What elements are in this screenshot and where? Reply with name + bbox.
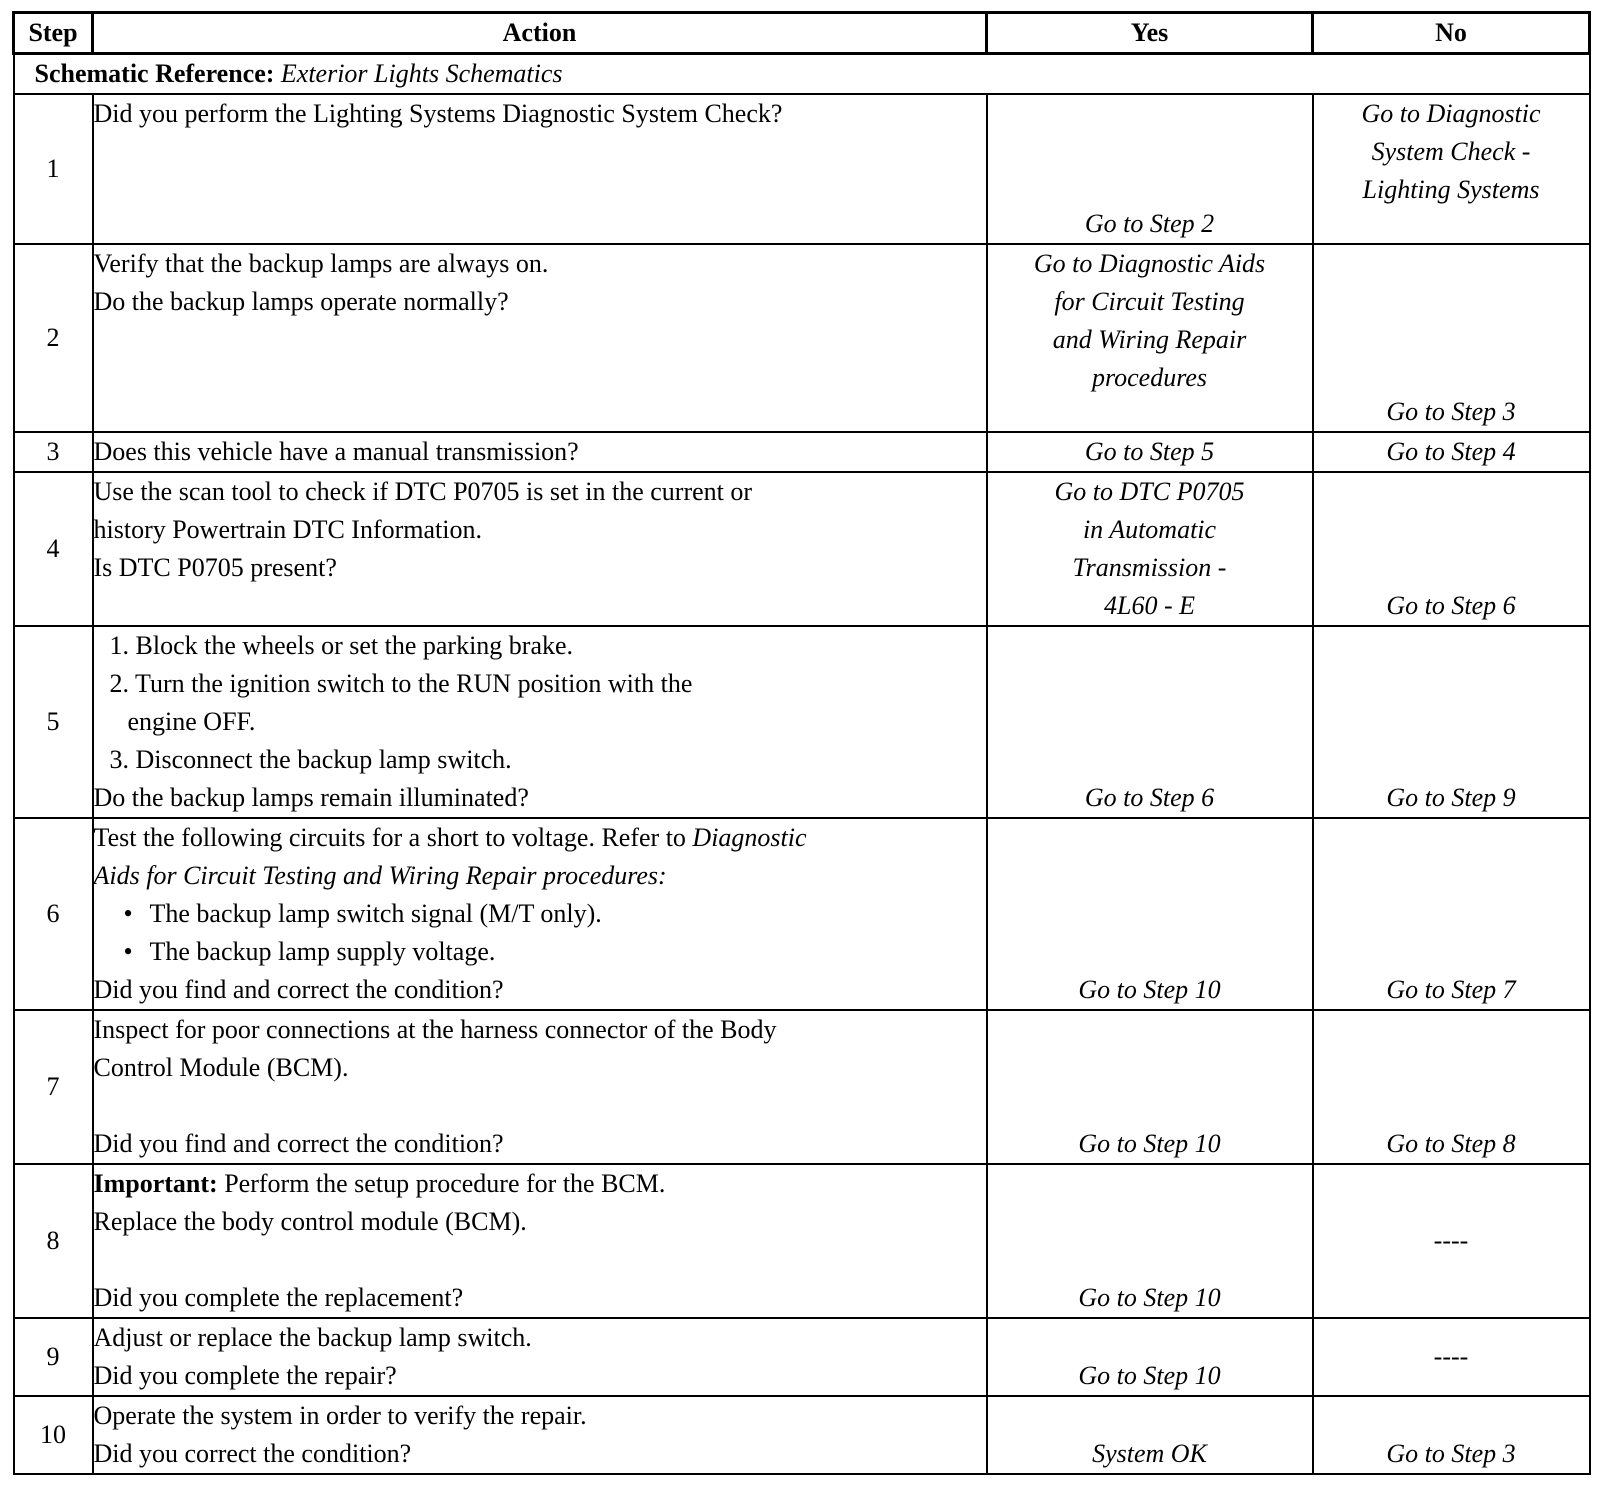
no-link[interactable]: Go to Step 9 xyxy=(1386,783,1516,812)
no-link[interactable]: Go to Step 3 xyxy=(1386,397,1516,426)
numbered-step: 1. Block the wheels or set the parking brake. xyxy=(109,631,574,660)
step-number: 3 xyxy=(14,432,93,472)
action-question: Did you correct the condition? xyxy=(93,1439,412,1468)
blank-line xyxy=(94,1241,986,1279)
yes-value: System OK xyxy=(1092,1439,1207,1468)
header-no: No xyxy=(1313,13,1590,54)
step-number: 4 xyxy=(14,472,93,626)
action-line: Replace the body control module (BCM). xyxy=(93,1207,527,1236)
action-line: Operate the system in order to verify the repair. xyxy=(93,1401,587,1430)
important-note xyxy=(94,1165,986,1203)
action-cell xyxy=(93,1396,987,1474)
blank-line xyxy=(94,1087,986,1125)
yes-link[interactable]: Transmission - xyxy=(1072,553,1227,582)
no-link[interactable]: Go to Step 4 xyxy=(1386,437,1516,466)
table-row xyxy=(14,626,1590,818)
step-number: 8 xyxy=(14,1164,93,1318)
yes-link[interactable]: Go to Diagnostic Aids xyxy=(1033,249,1266,278)
action-question: Did you complete the replacement? xyxy=(93,1283,464,1312)
bullet-icon: • xyxy=(123,899,133,928)
action-line: Does this vehicle have a manual transmission? xyxy=(93,437,579,466)
yes-cell[interactable] xyxy=(987,432,1313,472)
step-number: 5 xyxy=(14,626,93,818)
yes-link[interactable]: Go to Step 10 xyxy=(1078,1129,1221,1158)
action-cell xyxy=(93,626,987,818)
diagnostic-table xyxy=(12,11,1591,1475)
yes-cell[interactable] xyxy=(987,1318,1313,1396)
important-label: Important: xyxy=(93,1169,218,1198)
yes-link[interactable]: in Automatic xyxy=(1082,515,1217,544)
schematic-reference-label: Schematic Reference: xyxy=(34,59,275,88)
action-cell xyxy=(93,818,987,1010)
step-number: 2 xyxy=(14,244,93,432)
table-row xyxy=(14,818,1590,1010)
action-question: Did you complete the repair? xyxy=(93,1361,397,1390)
yes-cell[interactable] xyxy=(987,818,1313,1010)
no-cell[interactable] xyxy=(1313,1010,1590,1164)
no-value: ---- xyxy=(1433,1226,1469,1255)
action-line: Did you perform the Lighting Systems Diagnostic System Check? xyxy=(93,99,783,128)
numbered-step: 3. Disconnect the backup lamp switch. xyxy=(109,745,512,774)
action-line: Verify that the backup lamps are always on. xyxy=(93,249,549,278)
table-row xyxy=(14,1318,1590,1396)
action-cell xyxy=(93,94,987,244)
no-link[interactable]: Go to Step 7 xyxy=(1386,975,1516,1004)
action-question: Do the backup lamps remain illuminated? xyxy=(93,783,529,812)
yes-link[interactable]: Go to Step 10 xyxy=(1078,975,1221,1004)
yes-cell[interactable] xyxy=(987,1164,1313,1318)
step-number: 10 xyxy=(14,1396,93,1474)
yes-link[interactable]: Go to Step 2 xyxy=(1084,209,1215,238)
bullet-text: The backup lamp supply voltage. xyxy=(149,937,496,966)
action-line: Inspect for poor connections at the harness connector of the Body xyxy=(93,1015,777,1044)
action-line: Use the scan tool to check if DTC P0705 is set in the current or xyxy=(93,477,753,506)
table-row xyxy=(14,94,1590,244)
bullet-item xyxy=(94,895,986,933)
step-number: 7 xyxy=(14,1010,93,1164)
schematic-reference-link[interactable]: Exterior Lights Schematics xyxy=(280,59,563,88)
reference-link[interactable]: Diagnostic xyxy=(692,823,807,852)
yes-cell xyxy=(987,1396,1313,1474)
no-cell[interactable] xyxy=(1313,472,1590,626)
bullet-icon: • xyxy=(123,937,133,966)
header-step: Step xyxy=(14,13,93,54)
action-cell xyxy=(93,1010,987,1164)
action-question: Did you find and correct the condition? xyxy=(93,975,504,1004)
action-cell xyxy=(93,432,987,472)
table-row xyxy=(14,1010,1590,1164)
yes-cell[interactable] xyxy=(987,626,1313,818)
numbered-step-continuation: engine OFF. xyxy=(127,707,256,736)
action-line: Is DTC P0705 present? xyxy=(93,553,337,582)
bullet-item xyxy=(94,933,986,971)
action-intro: Test the following circuits for a short to voltage. Refer to xyxy=(93,823,686,852)
action-line xyxy=(94,819,986,857)
no-cell[interactable] xyxy=(1313,626,1590,818)
header-row xyxy=(14,13,1590,54)
header-action: Action xyxy=(93,13,987,54)
action-line: Adjust or replace the backup lamp switch. xyxy=(93,1323,532,1352)
action-line: history Powertrain DTC Information. xyxy=(93,515,482,544)
yes-cell[interactable] xyxy=(987,244,1313,432)
yes-link[interactable]: for Circuit Testing xyxy=(1054,287,1245,316)
no-cell[interactable] xyxy=(1313,818,1590,1010)
schematic-reference xyxy=(14,54,1590,95)
action-line xyxy=(94,857,986,895)
yes-link[interactable]: Go to Step 5 xyxy=(1084,437,1215,466)
action-question: Did you find and correct the condition? xyxy=(93,1129,504,1158)
no-value: ---- xyxy=(1433,1342,1469,1371)
table-row xyxy=(14,432,1590,472)
action-line: Control Module (BCM). xyxy=(93,1053,349,1082)
no-cell[interactable] xyxy=(1313,1396,1590,1474)
no-link[interactable]: Go to Step 3 xyxy=(1386,1439,1516,1468)
yes-cell[interactable] xyxy=(987,1010,1313,1164)
important-text: Perform the setup procedure for the BCM. xyxy=(224,1169,666,1198)
no-link[interactable]: Go to Step 6 xyxy=(1386,591,1516,620)
yes-link[interactable]: Go to Step 10 xyxy=(1078,1361,1221,1390)
no-cell[interactable] xyxy=(1313,432,1590,472)
yes-link[interactable]: Go to DTC P0705 xyxy=(1054,477,1245,506)
no-cell xyxy=(1313,1164,1590,1318)
no-link[interactable]: Go to Diagnostic xyxy=(1361,99,1541,128)
table-row xyxy=(14,244,1590,432)
yes-link[interactable]: and Wiring Repair xyxy=(1052,325,1247,354)
action-cell xyxy=(93,472,987,626)
yes-link[interactable]: Go to Step 6 xyxy=(1084,783,1215,812)
yes-link[interactable]: procedures xyxy=(1091,363,1208,392)
step-number: 9 xyxy=(14,1318,93,1396)
action-cell xyxy=(93,1318,987,1396)
no-cell xyxy=(1313,1318,1590,1396)
table-row xyxy=(14,1396,1590,1474)
yes-link[interactable]: Go to Step 10 xyxy=(1078,1283,1221,1312)
header-yes: Yes xyxy=(987,13,1313,54)
step-number: 6 xyxy=(14,818,93,1010)
reference-link[interactable]: Aids for Circuit Testing and Wiring Repair procedures: xyxy=(93,861,667,890)
no-link[interactable]: System Check - xyxy=(1371,137,1531,166)
no-link[interactable]: Go to Step 8 xyxy=(1386,1129,1516,1158)
numbered-step: 2. Turn the ignition switch to the RUN position with the xyxy=(109,669,693,698)
action-cell xyxy=(93,1164,987,1318)
bullet-text: The backup lamp switch signal (M/T only). xyxy=(149,899,602,928)
no-link[interactable]: Lighting Systems xyxy=(1362,175,1540,204)
schematic-reference-row xyxy=(14,54,1590,95)
yes-link[interactable]: 4L60 - E xyxy=(1104,591,1195,620)
no-cell[interactable] xyxy=(1313,94,1590,244)
action-cell xyxy=(93,244,987,432)
table-row xyxy=(14,1164,1590,1318)
yes-cell[interactable] xyxy=(987,472,1313,626)
no-cell[interactable] xyxy=(1313,244,1590,432)
step-number: 1 xyxy=(14,94,93,244)
yes-cell[interactable] xyxy=(987,94,1313,244)
table-row xyxy=(14,472,1590,626)
action-line: Do the backup lamps operate normally? xyxy=(93,287,509,316)
